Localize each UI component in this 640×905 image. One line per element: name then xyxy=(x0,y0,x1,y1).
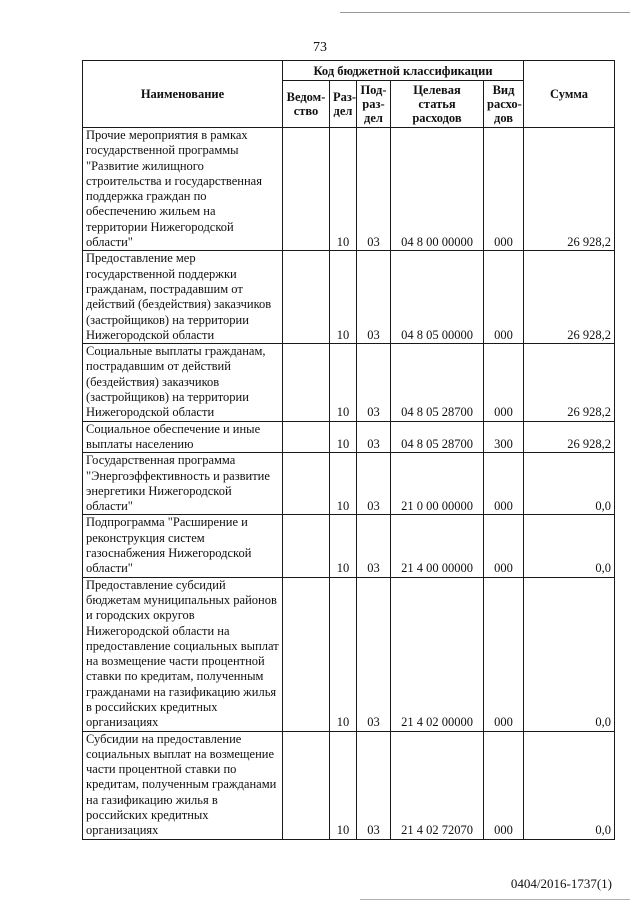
cell-vedomstvo xyxy=(283,421,330,453)
cell-vid: 000 xyxy=(484,577,524,731)
header-celevaya: Целевая статья расходов xyxy=(391,81,484,128)
table-row xyxy=(83,251,615,344)
cell-summa: 26 928,2 xyxy=(524,421,615,453)
budget-table xyxy=(82,60,615,840)
cell-vid: 300 xyxy=(484,421,524,453)
cell-podrazdel: 03 xyxy=(357,344,391,421)
header-code-group: Код бюджетной классификации xyxy=(283,61,524,81)
cell-name: Социальные выплаты гражданам, пострадавшим от действий (бездействия) заказчиков (застройщиков) на территории Нижегородской области xyxy=(83,344,283,421)
cell-celevaya: 04 8 05 28700 xyxy=(391,421,484,453)
cell-razdel: 10 xyxy=(330,128,357,251)
header-name: Наименование xyxy=(83,61,283,128)
cell-vid: 000 xyxy=(484,251,524,344)
cell-celevaya: 04 8 05 00000 xyxy=(391,251,484,344)
table-row xyxy=(83,577,615,731)
cell-name: Предоставление мер государственной поддержки гражданам, пострадавшим от действий (бездействия) заказчиков (застройщиков) на территории Нижегородской области xyxy=(83,251,283,344)
cell-razdel: 10 xyxy=(330,453,357,515)
cell-vedomstvo xyxy=(283,515,330,577)
header-summa: Сумма xyxy=(524,61,615,128)
cell-summa: 26 928,2 xyxy=(524,344,615,421)
cell-celevaya: 21 4 00 00000 xyxy=(391,515,484,577)
table-row xyxy=(83,128,615,251)
table-row xyxy=(83,453,615,515)
footer-document-code: 0404/2016-1737(1) xyxy=(510,876,612,891)
page-number: 73 xyxy=(313,40,327,55)
scan-edge-line-bottom xyxy=(360,899,630,900)
scan-edge-line xyxy=(340,12,630,13)
cell-vedomstvo xyxy=(283,731,330,839)
cell-summa: 26 928,2 xyxy=(524,251,615,344)
cell-name: Социальное обеспечение и иные выплаты населению xyxy=(83,421,283,453)
cell-vid: 000 xyxy=(484,128,524,251)
cell-razdel: 10 xyxy=(330,421,357,453)
cell-podrazdel: 03 xyxy=(357,453,391,515)
cell-razdel: 10 xyxy=(330,344,357,421)
table-row xyxy=(83,344,615,421)
cell-summa: 0,0 xyxy=(524,515,615,577)
cell-podrazdel: 03 xyxy=(357,421,391,453)
cell-summa: 26 928,2 xyxy=(524,128,615,251)
cell-razdel: 10 xyxy=(330,577,357,731)
cell-name: Субсидии на предоставление социальных выплат на возмещение части процентной ставки по кредитам, полученным гражданами на газификацию жилья в российских кредитных организациях xyxy=(83,731,283,839)
cell-vedomstvo xyxy=(283,251,330,344)
cell-vid: 000 xyxy=(484,731,524,839)
cell-vid: 000 xyxy=(484,453,524,515)
cell-summa: 0,0 xyxy=(524,731,615,839)
cell-razdel: 10 xyxy=(330,251,357,344)
cell-celevaya: 04 8 00 00000 xyxy=(391,128,484,251)
cell-celevaya: 21 4 02 72070 xyxy=(391,731,484,839)
cell-vid: 000 xyxy=(484,515,524,577)
cell-celevaya: 21 4 02 00000 xyxy=(391,577,484,731)
cell-name: Предоставление субсидий бюджетам муниципальных районов и городских округов Нижегородской области на предоставление социальных выплат на возмещение части процентной ставки по кредитам, полученным гражданами на газификацию жилья в российских кредитных организациях xyxy=(83,577,283,731)
cell-razdel: 10 xyxy=(330,515,357,577)
cell-razdel: 10 xyxy=(330,731,357,839)
table-row xyxy=(83,421,615,453)
cell-vid: 000 xyxy=(484,344,524,421)
cell-vedomstvo xyxy=(283,453,330,515)
cell-celevaya: 04 8 05 28700 xyxy=(391,344,484,421)
cell-name: Подпрограмма "Расширение и реконструкция систем газоснабжения Нижегородской области" xyxy=(83,515,283,577)
header-vid: Вид расхо- дов xyxy=(484,81,524,128)
cell-summa: 0,0 xyxy=(524,577,615,731)
cell-podrazdel: 03 xyxy=(357,577,391,731)
cell-vedomstvo xyxy=(283,577,330,731)
cell-podrazdel: 03 xyxy=(357,128,391,251)
cell-name: Прочие мероприятия в рамках государственной программы "Развитие жилищного строительства и государственная поддержка граждан по обеспечению жильем на территории Нижегородской области" xyxy=(83,128,283,251)
table-row xyxy=(83,515,615,577)
cell-vedomstvo xyxy=(283,344,330,421)
cell-celevaya: 21 0 00 00000 xyxy=(391,453,484,515)
cell-name: Государственная программа "Энергоэффективность и развитие энергетики Нижегородской области" xyxy=(83,453,283,515)
table-body xyxy=(83,128,615,840)
cell-vedomstvo xyxy=(283,128,330,251)
header-podrazdel: Под- раз- дел xyxy=(357,81,391,128)
header-razdel: Раз- дел xyxy=(330,81,357,128)
cell-podrazdel: 03 xyxy=(357,515,391,577)
header-vedomstvo: Ведом- ство xyxy=(283,81,330,128)
table-row xyxy=(83,731,615,839)
cell-summa: 0,0 xyxy=(524,453,615,515)
cell-podrazdel: 03 xyxy=(357,731,391,839)
cell-podrazdel: 03 xyxy=(357,251,391,344)
